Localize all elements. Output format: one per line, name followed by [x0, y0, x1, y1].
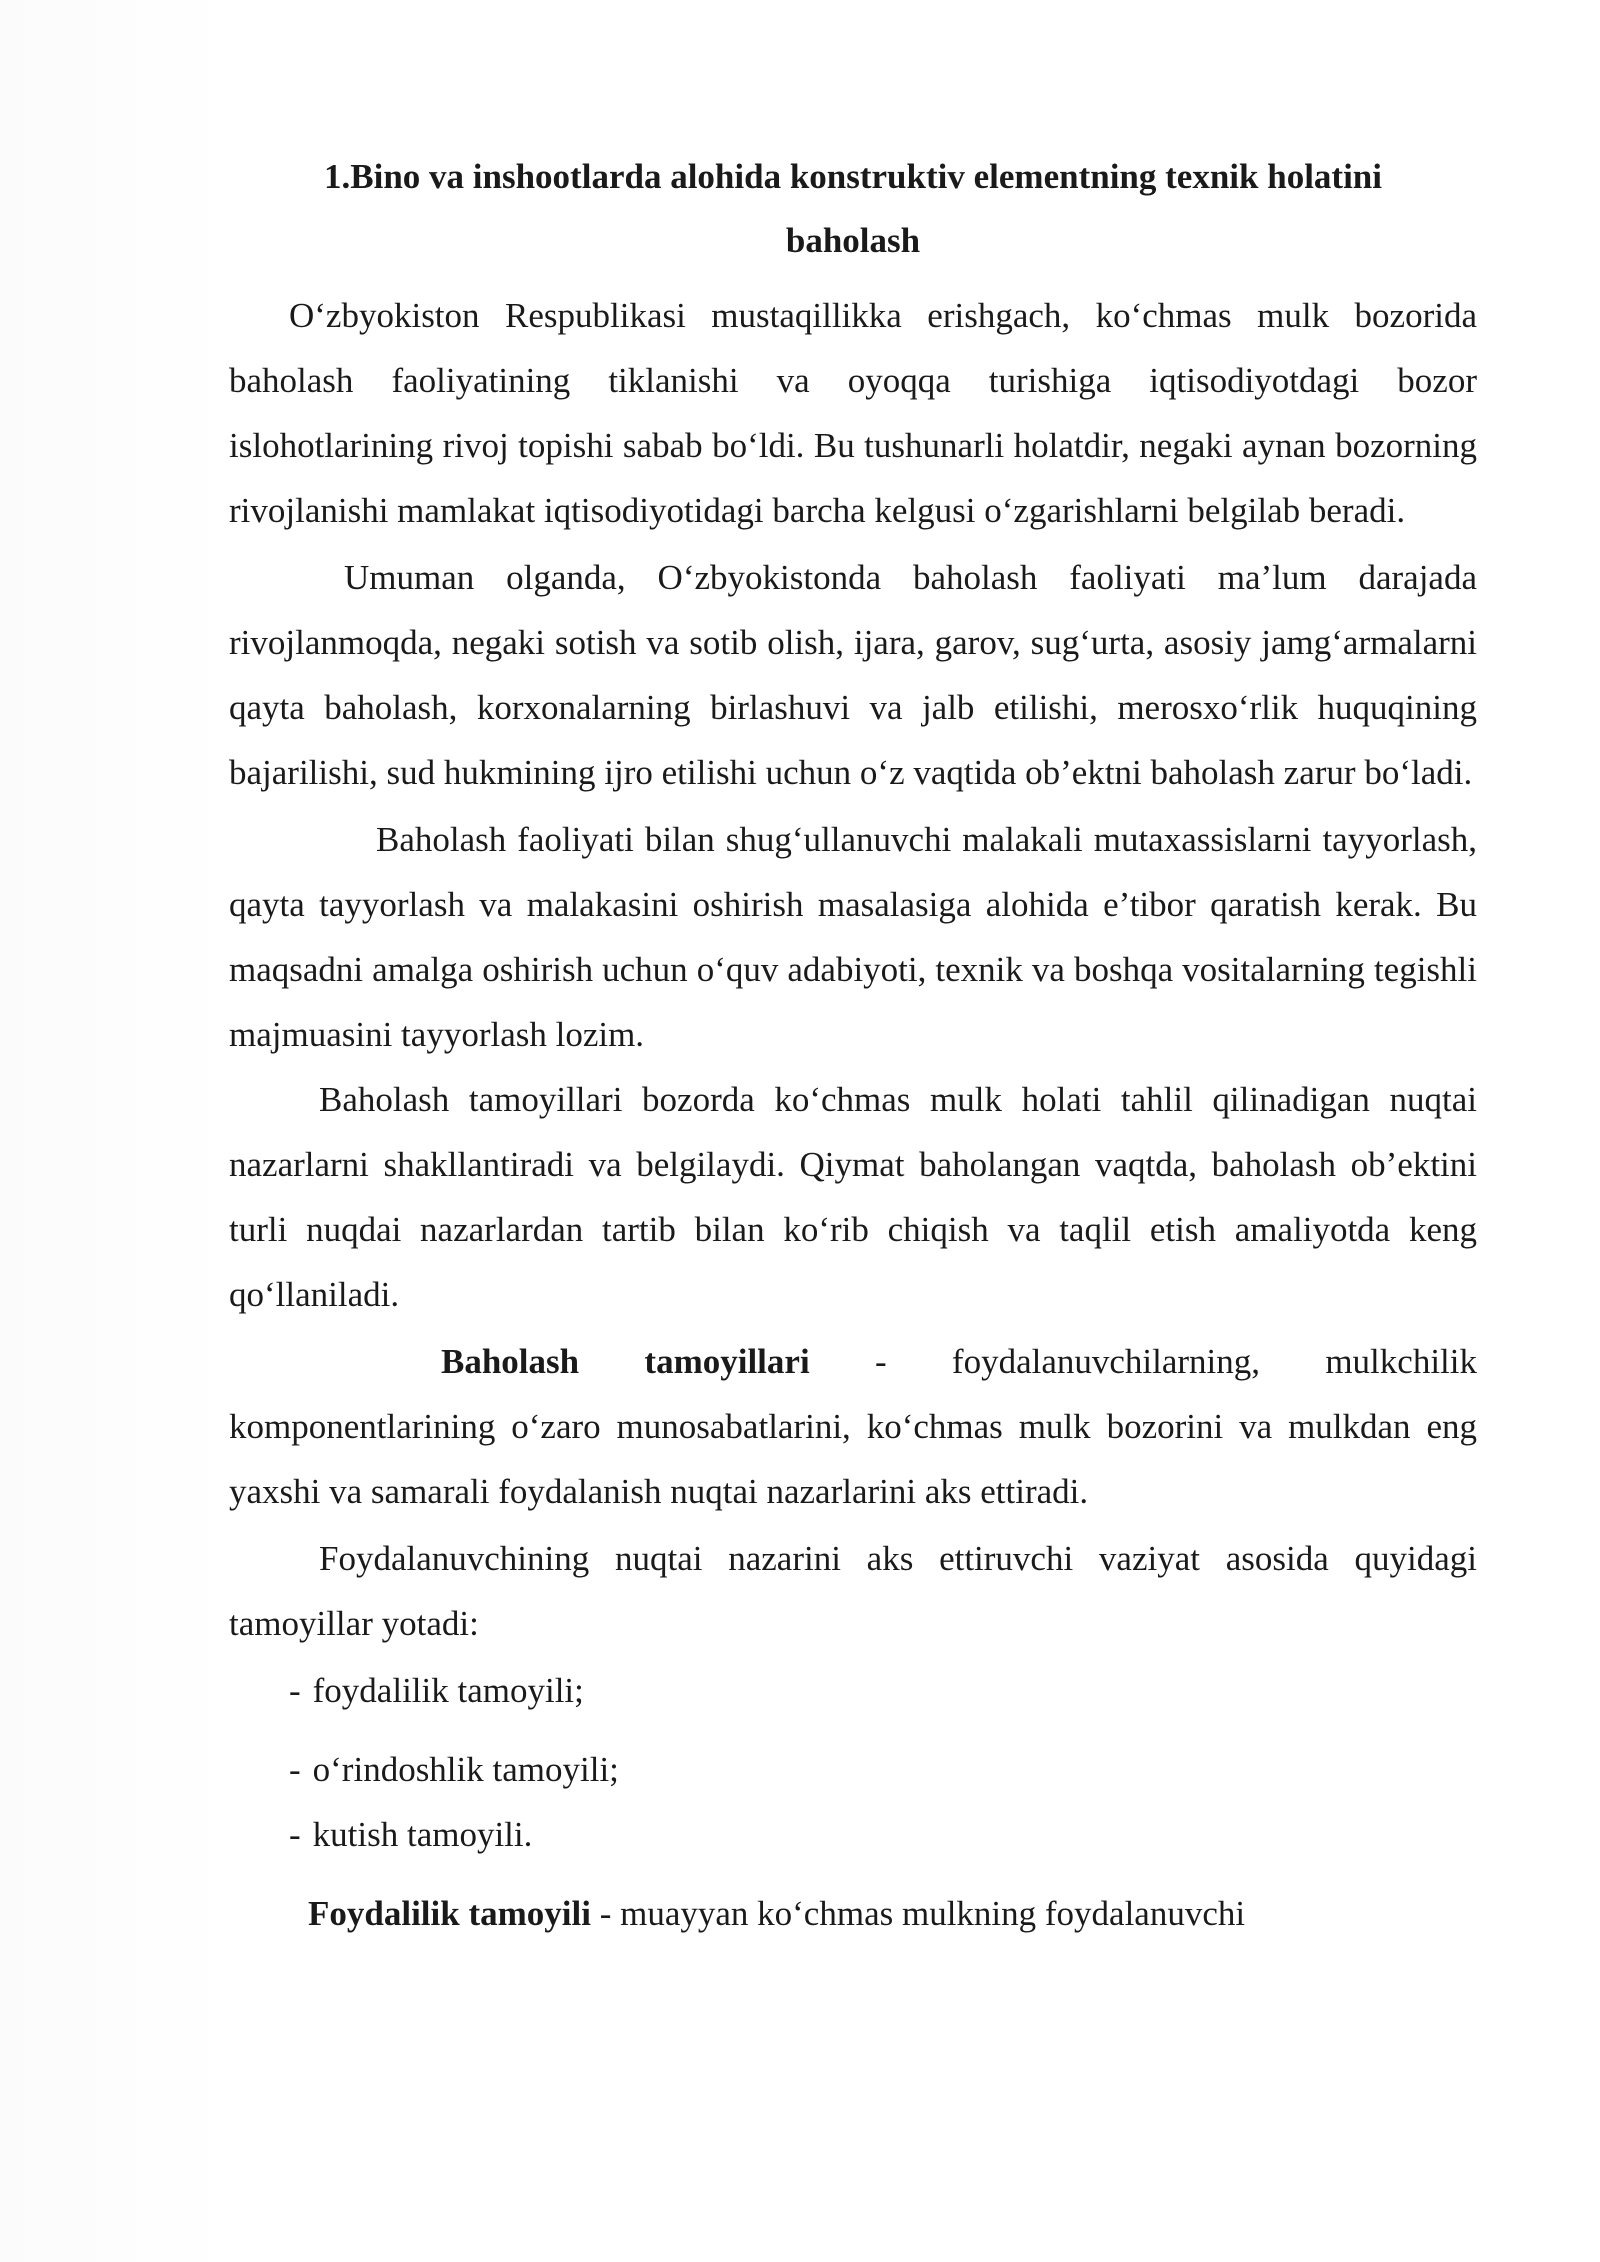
paragraph-usefulness-principle — [229, 1881, 1477, 1946]
list-item-text: kutish tamoyili. — [312, 1815, 533, 1854]
term-foydalilik-tamoyili: Foydalilik tamoyili — [308, 1894, 591, 1933]
principles-list — [229, 1658, 1477, 1867]
principles-definition-text: - foydalanuvchilarning, mulkchilik komponentlarining o‘zaro munosabatlarini, ko‘chmas mulk bozorini va mulkdan eng yaxshi va samarali foydalanish nuqtai nazarlarini aks ettiradi. — [229, 1342, 1477, 1511]
paragraph-specialist-training: Baholash faoliyati bilan shug‘ullanuvchi malakali mutaxassislarni tayyorlash, qayta tayyorlash va malakasini oshirish masalasiga alohida e’tibor qaratish kerak. Bu maqsadni amalga oshirish uchun o‘quv adabiyoti, texnik va boshqa vositalarning tegishli majmuasini tayyorlash lozim. — [229, 820, 1477, 1054]
paragraph-principles-definition — [229, 1329, 1477, 1524]
usefulness-principle-text: - muayyan ko‘chmas mulkning foydalanuvchi — [590, 1894, 1246, 1933]
section-title-line-2: baholash — [785, 221, 921, 260]
list-item — [229, 1658, 1477, 1723]
term-baholash-tamoyillari: Baholash tamoyillari — [441, 1342, 810, 1381]
list-item-text: foydalilik tamoyili; — [312, 1671, 584, 1710]
paragraph-valuation-development: Umuman olganda, O‘zbyokistonda baholash faoliyati ma’lum darajada rivojlanmoqda, negaki sotish va sotib olish, ijara, garov, sug‘urta, asosiy jamg‘armalarni qayta baholash, korxonalarning birlashuvi va jalb etilishi, merosxo‘rlik huquqining bajarilishi, sud hukmining ijro etilishi uchun o‘z vaqtida ob’ektni baholash zarur bo‘ladi. — [229, 558, 1477, 792]
paragraph-independence: O‘zbyokiston Respublikasi mustaqillikka erishgach, ko‘chmas mulk bozorida baholash faoliyatining tiklanishi va oyoqqa turishiga iqtisodiyotdagi bozor islohotlarining rivoj topishi sabab bo‘ldi. Bu tushunarli holatdir, negaki aynan bozorning rivojlanishi mamlakat iqtisodiyotidagi barcha kelgusi o‘zgarishlarni belgilab beradi. — [229, 296, 1477, 530]
list-dash: - — [289, 1671, 301, 1710]
list-item — [229, 1737, 1477, 1802]
paragraph-valuation-principles: Baholash tamoyillari bozorda ko‘chmas mulk holati tahlil qilinadigan nuqtai nazarlarni shakllantiradi va belgilaydi. Qiymat baholangan vaqtda, baholash ob’ektini turli nuqdai nazarlardan tartib bilan ko‘rib chiqish va taqlil etish amaliyotda keng qo‘llaniladi. — [229, 1080, 1477, 1314]
list-dash: - — [289, 1750, 301, 1789]
document-body — [229, 145, 1477, 1946]
section-title — [229, 145, 1477, 273]
page-margin-shade — [0, 0, 228, 2262]
list-item-text: o‘rindoshlik tamoyili; — [312, 1750, 619, 1789]
paragraph-user-viewpoint: Foydalanuvchining nuqtai nazarini aks ettiruvchi vaziyat asosida quyidagi tamoyillar yotadi: — [229, 1539, 1477, 1643]
list-dash: - — [289, 1815, 301, 1854]
section-title-line-1: 1.Bino va inshootlarda alohida konstruktiv elementning texnik holatini — [324, 157, 1382, 196]
list-item — [229, 1802, 1477, 1867]
